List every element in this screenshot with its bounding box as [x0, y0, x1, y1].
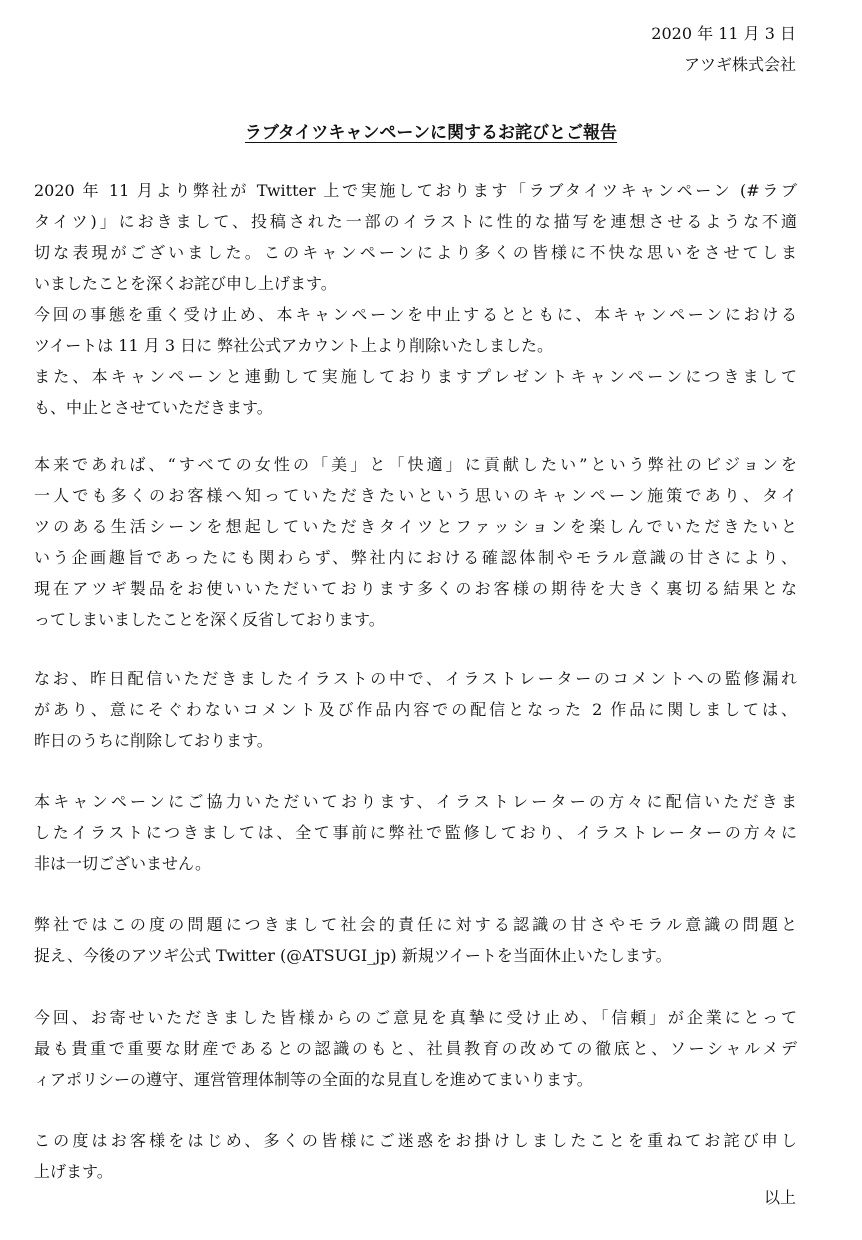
paragraph-line: 弊社ではこの度の問題につきまして社会的責任に対する認識の甘さやモラル意識の問題と — [34, 915, 797, 934]
paragraph-line: 今回、お寄せいただきました皆様からのご意見を真摯に受け止め、「信頼」が企業にとって — [34, 1008, 797, 1027]
paragraph-line: 現在アツギ製品をお使いいただいております多くのお客様の期待を大きく裏切る結果とな — [34, 579, 797, 598]
paragraph-line: 上げます。 — [34, 1162, 113, 1181]
document-title: ラブタイツキャンペーンに関するお詫びとご報告 — [244, 123, 618, 143]
paragraph-line: 2020 年 11 月より弊社が Twitter 上で実施しております「ラブタイツキャンペーン (#ラブ — [34, 181, 797, 200]
paragraph-line: 今回の事態を重く受け止め、本キャンペーンを中止するとともに、本キャンペーンにおける — [34, 305, 797, 324]
paragraph-line: ツイートは 11 月 3 日に 弊社公式アカウント上より削除いたしました。 — [34, 336, 554, 355]
paragraph-7 — [34, 1125, 797, 1187]
paragraph-1 — [34, 175, 797, 423]
paragraph-line: 捉え、今後のアツギ公式 Twitter (@ATSUGI_jp) 新規ツイートを当面休止いたします。 — [34, 946, 672, 965]
document-date: 2020 年 11 月 3 日 — [651, 24, 796, 43]
paragraph-line: いましたことを深くお詫び申し上げます。 — [34, 274, 337, 293]
paragraph-5 — [34, 909, 797, 971]
paragraph-line: この度はお客様をはじめ、多くの皆様にご迷惑をお掛けしましたことを重ねてお詫び申し — [34, 1131, 797, 1150]
paragraph-line: 切な表現がございました。このキャンペーンにより多くの皆様に不快な思いをさせてしま — [34, 243, 797, 262]
paragraph-6 — [34, 1002, 797, 1095]
paragraph-line: 本来であれば、“すべての女性の「美」と「快適」に貢献したい”という弊社のビジョンを — [34, 455, 797, 474]
paragraph-line: いう企画趣旨であったにも関わらず、弊社内における確認体制やモラル意識の甘さにより、 — [34, 548, 797, 567]
paragraph-3 — [34, 663, 797, 756]
paragraph-line: も、中止とさせていただきます。 — [34, 398, 273, 417]
paragraph-line: ツのある生活シーンを想起していただきタイツとファッションを楽しんでいただきたいと — [34, 517, 797, 536]
paragraph-line: 非は一切ございません。 — [34, 854, 211, 873]
paragraph-line: 一人でも多くのお客様へ知っていただきたいという思いのキャンペーン施策であり、タイ — [34, 486, 797, 505]
paragraph-line: ィアポリシーの遵守、運営管理体制等の全面的な見直しを進めてまいります。 — [34, 1070, 593, 1089]
paragraph-line: なお、昨日配信いただきましたイラストの中で、イラストレーターのコメントへの監修漏れ — [34, 669, 797, 688]
paragraph-line: ってしまいましたことを深く反省しております。 — [34, 610, 385, 629]
paragraph-4 — [34, 786, 797, 879]
closing-mark: 以上 — [763, 1188, 796, 1207]
paragraph-line: タイツ)」におきまして、投稿された一部のイラストに性的な描写を連想させるような不適 — [34, 212, 797, 231]
paragraph-line: 昨日のうちに削除しております。 — [34, 731, 273, 750]
company-name: アツギ株式会社 — [683, 55, 796, 74]
paragraph-line: したイラストにつきましては、全て事前に弊社で監修しており、イラストレーターの方々に — [34, 823, 797, 842]
paragraph-line: 本キャンペーンにご協力いただいております、イラストレーターの方々に配信いただきま — [34, 792, 797, 811]
paragraph-2 — [34, 449, 797, 635]
paragraph-line: また、本キャンペーンと連動して実施しておりますプレゼントキャンペーンにつきまして — [34, 367, 797, 386]
paragraph-line: 最も貴重で重要な財産であるとの認識のもと、社員教育の改めての徹底と、ソーシャルメデ — [34, 1039, 797, 1058]
paragraph-line: があり、意にそぐわないコメント及び作品内容での配信となった 2 作品に関しましては、 — [34, 700, 797, 719]
